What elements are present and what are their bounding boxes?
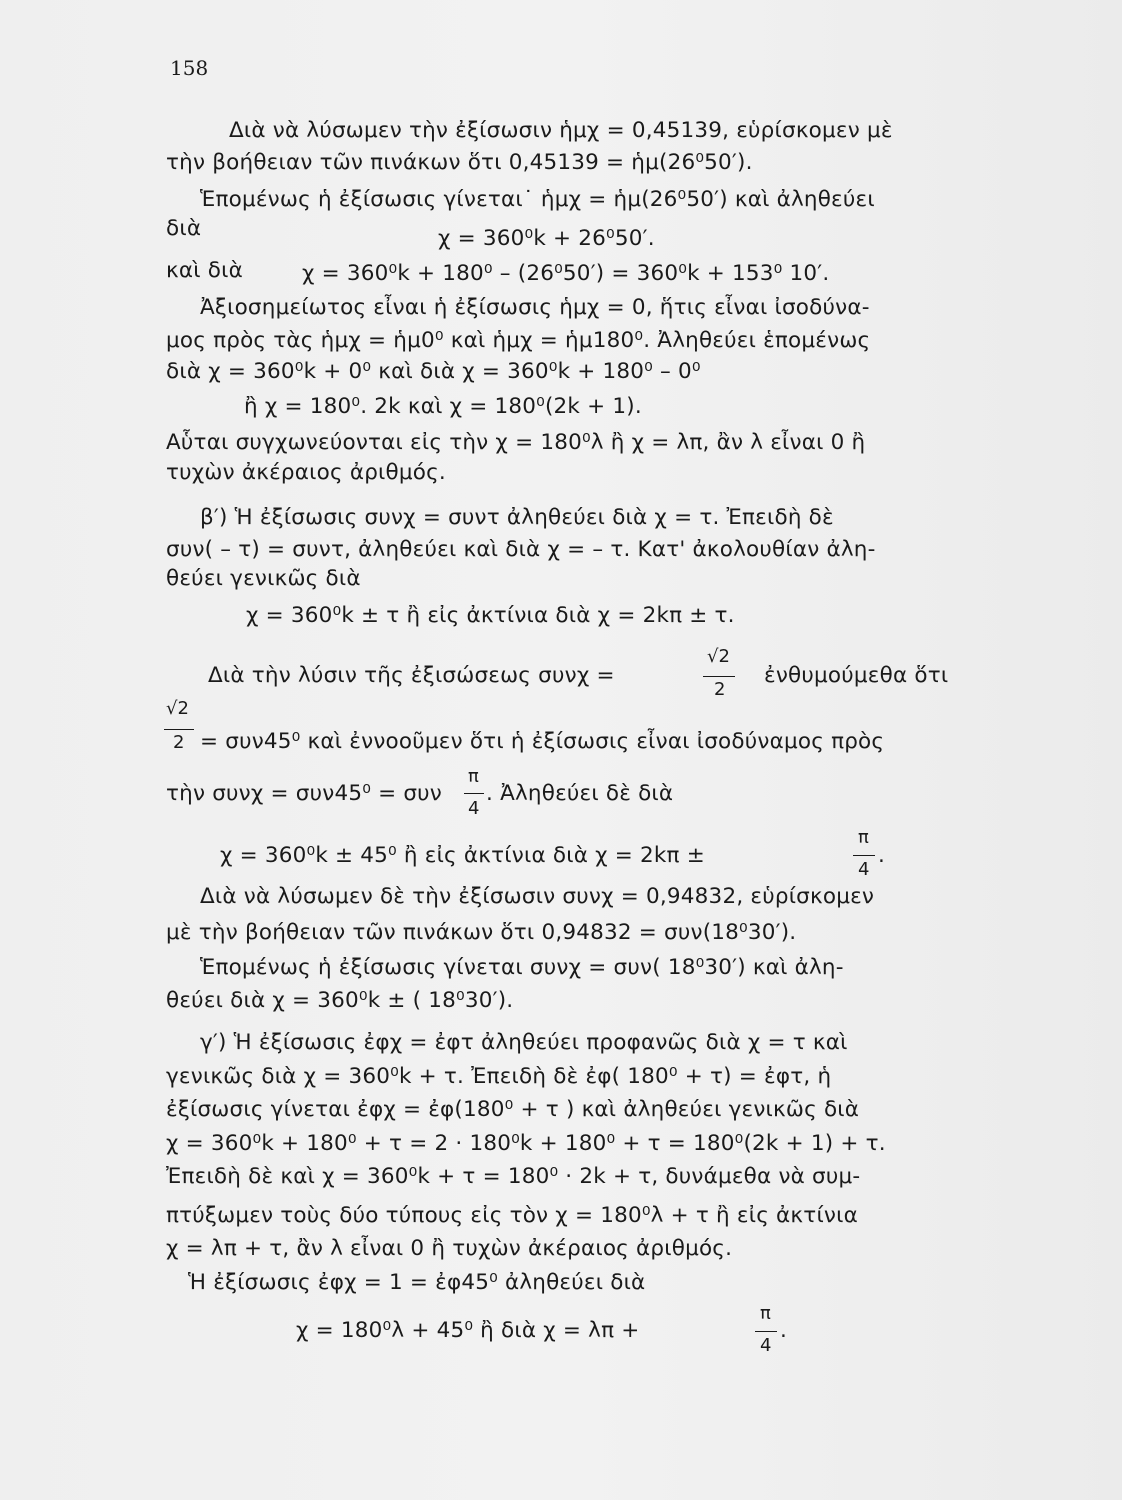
fraction-numerator: √2	[166, 698, 189, 719]
text-line: Ἀξιοσημείωτος εἶναι ἡ ἐξίσωσις ἡμχ = 0, ἥτις εἶναι ἰσοδύνα-	[200, 295, 870, 320]
fraction-numerator: √2	[707, 646, 730, 667]
text-line: τὴν συνχ = συν45⁰ = συν	[166, 781, 443, 806]
equation: χ = 360⁰k + 180⁰ – (26⁰50′) = 360⁰k + 153⁰ 10′.	[302, 261, 830, 286]
text-line: ἐξίσωσις γίνεται ἐφχ = ἐφ(180⁰ + τ ) καὶ ἀληθεύει γενικῶς διὰ	[166, 1097, 860, 1122]
text-line: θεύει διὰ χ = 360⁰k ± ( 18⁰30′).	[166, 988, 514, 1013]
equation: .	[878, 843, 886, 868]
text-line: Ἑπομένως ἡ ἐξίσωσις γίνεται˙ ἡμχ = ἡμ(26⁰50′) καὶ ἀληθεύει	[200, 187, 875, 212]
equation: χ = 180⁰λ + 45⁰ ἢ διὰ χ = λπ +	[296, 1318, 640, 1343]
text-line: Διὰ νὰ λύσωμεν δὲ τὴν ἐξίσωσιν συνχ = 0,94832, εὑρίσκομεν	[200, 884, 875, 909]
fraction-numerator: π	[468, 766, 479, 787]
text-line: θεύει γενικῶς διὰ	[166, 566, 361, 591]
text-line: διὰ χ = 360⁰k + 0⁰ καὶ διὰ χ = 360⁰k + 180⁰ – 0⁰	[166, 359, 701, 384]
fraction-bar	[464, 793, 484, 794]
text-line: συν( – τ) = συντ, ἀληθεύει καὶ διὰ χ = – τ. Κατ' ἀκολουθίαν ἀλη-	[166, 537, 876, 562]
fraction-bar	[164, 729, 194, 730]
text-line: τυχὼν ἀκέραιος ἀριθμός.	[166, 460, 446, 485]
fraction-bar	[703, 676, 735, 677]
equation: .	[780, 1318, 788, 1343]
fraction-denominator: 2	[714, 679, 726, 700]
equation: ἢ χ = 180⁰. 2k καὶ χ = 180⁰(2k + 1).	[244, 394, 642, 419]
text-line: Ἡ ἐξίσωσις ἐφχ = 1 = ἐφ45⁰ ἀληθεύει διὰ	[188, 1270, 646, 1295]
equation: χ = 360⁰k ± 45⁰ ἢ εἰς ἀκτίνια διὰ χ = 2kπ ±	[220, 843, 705, 868]
text-line: ἐνθυμούμεθα ὅτι	[764, 663, 949, 688]
text-line: Αὗται συγχωνεύονται εἰς τὴν χ = 180⁰λ ἢ χ = λπ, ἂν λ εἶναι 0 ἢ	[166, 430, 866, 455]
equation: χ = 360⁰k + 26⁰50′.	[438, 226, 655, 251]
text-line: χ = λπ + τ, ἂν λ εἶναι 0 ἢ τυχὼν ἀκέραιος ἀριθμός.	[166, 1236, 733, 1261]
text-line: γ′) Ἡ ἐξίσωσις ἐφχ = ἐφτ ἀληθεύει προφανῶς διὰ χ = τ καὶ	[200, 1030, 848, 1055]
text-line: Διὰ νὰ λύσωμεν τὴν ἐξίσωσιν ἡμχ = 0,45139, εὑρίσκομεν μὲ	[229, 118, 893, 143]
text-line: μὲ τὴν βοήθειαν τῶν πινάκων ὅτι 0,94832 = συν(18⁰30′).	[166, 920, 797, 945]
page-number: 158	[170, 56, 209, 80]
text-line: τὴν βοήθειαν τῶν πινάκων ὅτι 0,45139 = ἡμ(26⁰50′).	[166, 150, 753, 175]
text-line: Ἑπομένως ἡ ἐξίσωσις γίνεται συνχ = συν( 18⁰30′) καὶ ἀλη-	[200, 955, 844, 980]
text-line: Ἐπειδὴ δὲ καὶ χ = 360⁰k + τ = 180⁰ · 2k + τ, δυνάμεθα νὰ συμ-	[166, 1164, 861, 1189]
text-line: μος πρὸς τὰς ἡμχ = ἡμ0⁰ καὶ ἡμχ = ἡμ180⁰. Ἀληθεύει ἑπομένως	[166, 328, 871, 353]
fraction-bar	[755, 1331, 777, 1332]
text-line: καὶ διὰ	[166, 258, 243, 283]
text-line: γενικῶς διὰ χ = 360⁰k + τ. Ἐπειδὴ δὲ ἐφ( 180⁰ + τ) = ἐφτ, ἡ	[166, 1064, 832, 1089]
fraction-denominator: 4	[468, 798, 480, 819]
text-line: . Ἀληθεύει δὲ διὰ	[486, 781, 674, 806]
equation: χ = 360⁰k + 180⁰ + τ = 2 · 180⁰k + 180⁰ + τ = 180⁰(2k + 1) + τ.	[166, 1131, 886, 1156]
fraction-bar	[853, 855, 875, 856]
fraction-denominator: 4	[760, 1335, 772, 1356]
fraction-denominator: 4	[858, 859, 870, 880]
text-line: πτύξωμεν τοὺς δύο τύπους εἰς τὸν χ = 180⁰λ + τ ἢ εἰς ἀκτίνια	[166, 1203, 858, 1228]
text-line: διὰ	[166, 216, 202, 241]
text-line: Διὰ τὴν λύσιν τῆς ἐξισώσεως συνχ =	[208, 663, 615, 688]
fraction-numerator: π	[760, 1303, 771, 1324]
text-line: β′) Ἡ ἐξίσωσις συνχ = συντ ἀληθεύει διὰ χ = τ. Ἐπειδὴ δὲ	[200, 505, 834, 530]
text-line: = συν45⁰ καὶ ἐννοοῦμεν ὅτι ἡ ἐξίσωσις εἶναι ἰσοδύναμος πρὸς	[200, 729, 885, 754]
equation: χ = 360⁰k ± τ ἢ εἰς ἀκτίνια διὰ χ = 2kπ ± τ.	[246, 603, 735, 628]
fraction-denominator: 2	[173, 732, 185, 753]
fraction-numerator: π	[858, 827, 869, 848]
